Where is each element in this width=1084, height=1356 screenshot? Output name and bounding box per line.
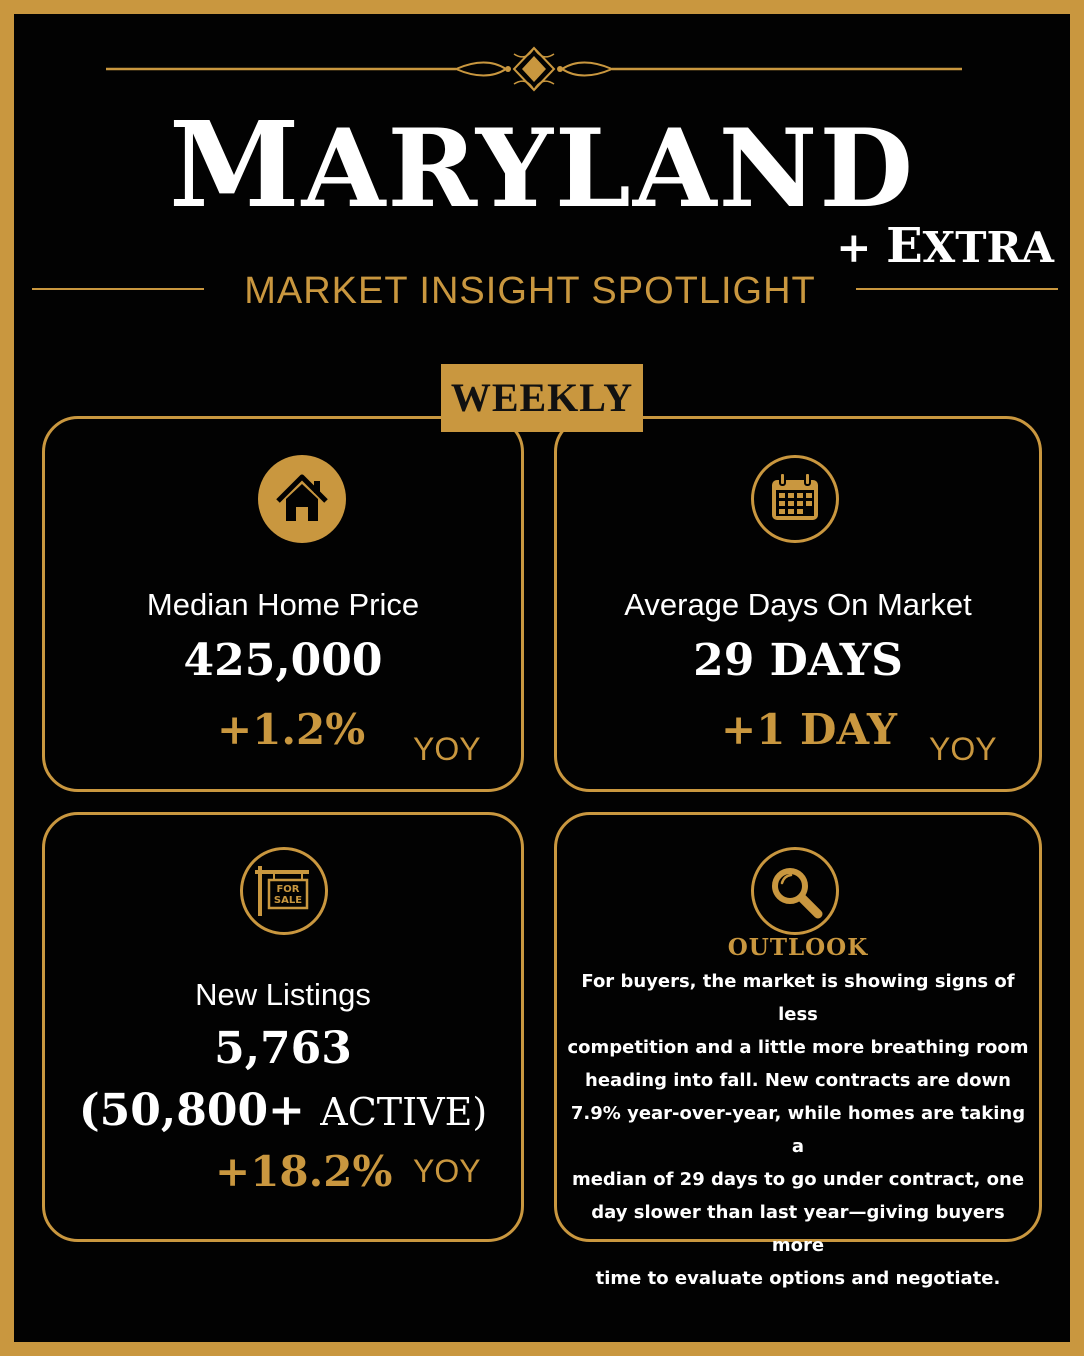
outlook-heading: OUTLOOK	[727, 934, 869, 961]
svg-text:SALE: SALE	[273, 895, 303, 906]
outlook-line: time to evaluate options and negotiate.	[595, 1268, 1001, 1289]
median-price-value: 425,000	[183, 635, 383, 686]
active-listings	[45, 1083, 521, 1140]
outlook-card	[554, 812, 1042, 1289]
days-on-market-change: +1 DAY	[721, 705, 897, 754]
days-on-market-period: YOY	[929, 731, 997, 767]
for-sale-sign-icon	[240, 847, 328, 935]
weekly-badge: WEEKLY	[441, 364, 643, 432]
median-price-label: Median Home Price	[146, 587, 420, 622]
new-listings-value: 5,763	[214, 1023, 352, 1074]
days-on-market-card	[554, 416, 1042, 792]
new-listings-card	[42, 812, 524, 1242]
outlook-line: 7.9% year-over-year, while homes are taking a	[570, 1103, 1026, 1157]
days-on-market-label: Average Days On Market	[624, 587, 972, 622]
svg-text:FOR: FOR	[276, 884, 300, 895]
outlook-line: day slower than last year—giving buyers more	[591, 1202, 1005, 1256]
median-price-card	[42, 416, 524, 792]
new-listings-change: +18.2%	[215, 1147, 393, 1196]
page-title: MARYLAND	[168, 95, 916, 234]
ornament-divider-icon	[96, 44, 972, 94]
new-listings-label: New Listings	[195, 977, 371, 1012]
extra-label: + EXTRA	[836, 218, 1054, 274]
house-icon	[258, 455, 346, 543]
outlook-line: median of 29 days to go under contract, one	[571, 1169, 1025, 1190]
outlook-text	[563, 965, 1033, 1295]
subtitle-divider-right	[856, 288, 1058, 290]
magnifier-icon	[751, 847, 839, 935]
outlook-line: heading into fall. New contracts are down	[585, 1070, 1011, 1091]
outlook-line: competition and a little more breathing room	[567, 1037, 1029, 1058]
median-price-change: +1.2%	[217, 705, 366, 754]
active-listings-count: (50,800+	[78, 1085, 305, 1136]
active-listings-label: ACTIVE)	[320, 1090, 488, 1134]
subtitle-divider-left	[32, 288, 204, 290]
subtitle: MARKET INSIGHT SPOTLIGHT	[244, 270, 816, 312]
days-on-market-value: 29 DAYS	[693, 635, 903, 686]
median-price-period: YOY	[413, 731, 481, 767]
calendar-icon	[751, 455, 839, 543]
new-listings-period: YOY	[413, 1153, 481, 1189]
outlook-line: For buyers, the market is showing signs of less	[581, 971, 1015, 1025]
